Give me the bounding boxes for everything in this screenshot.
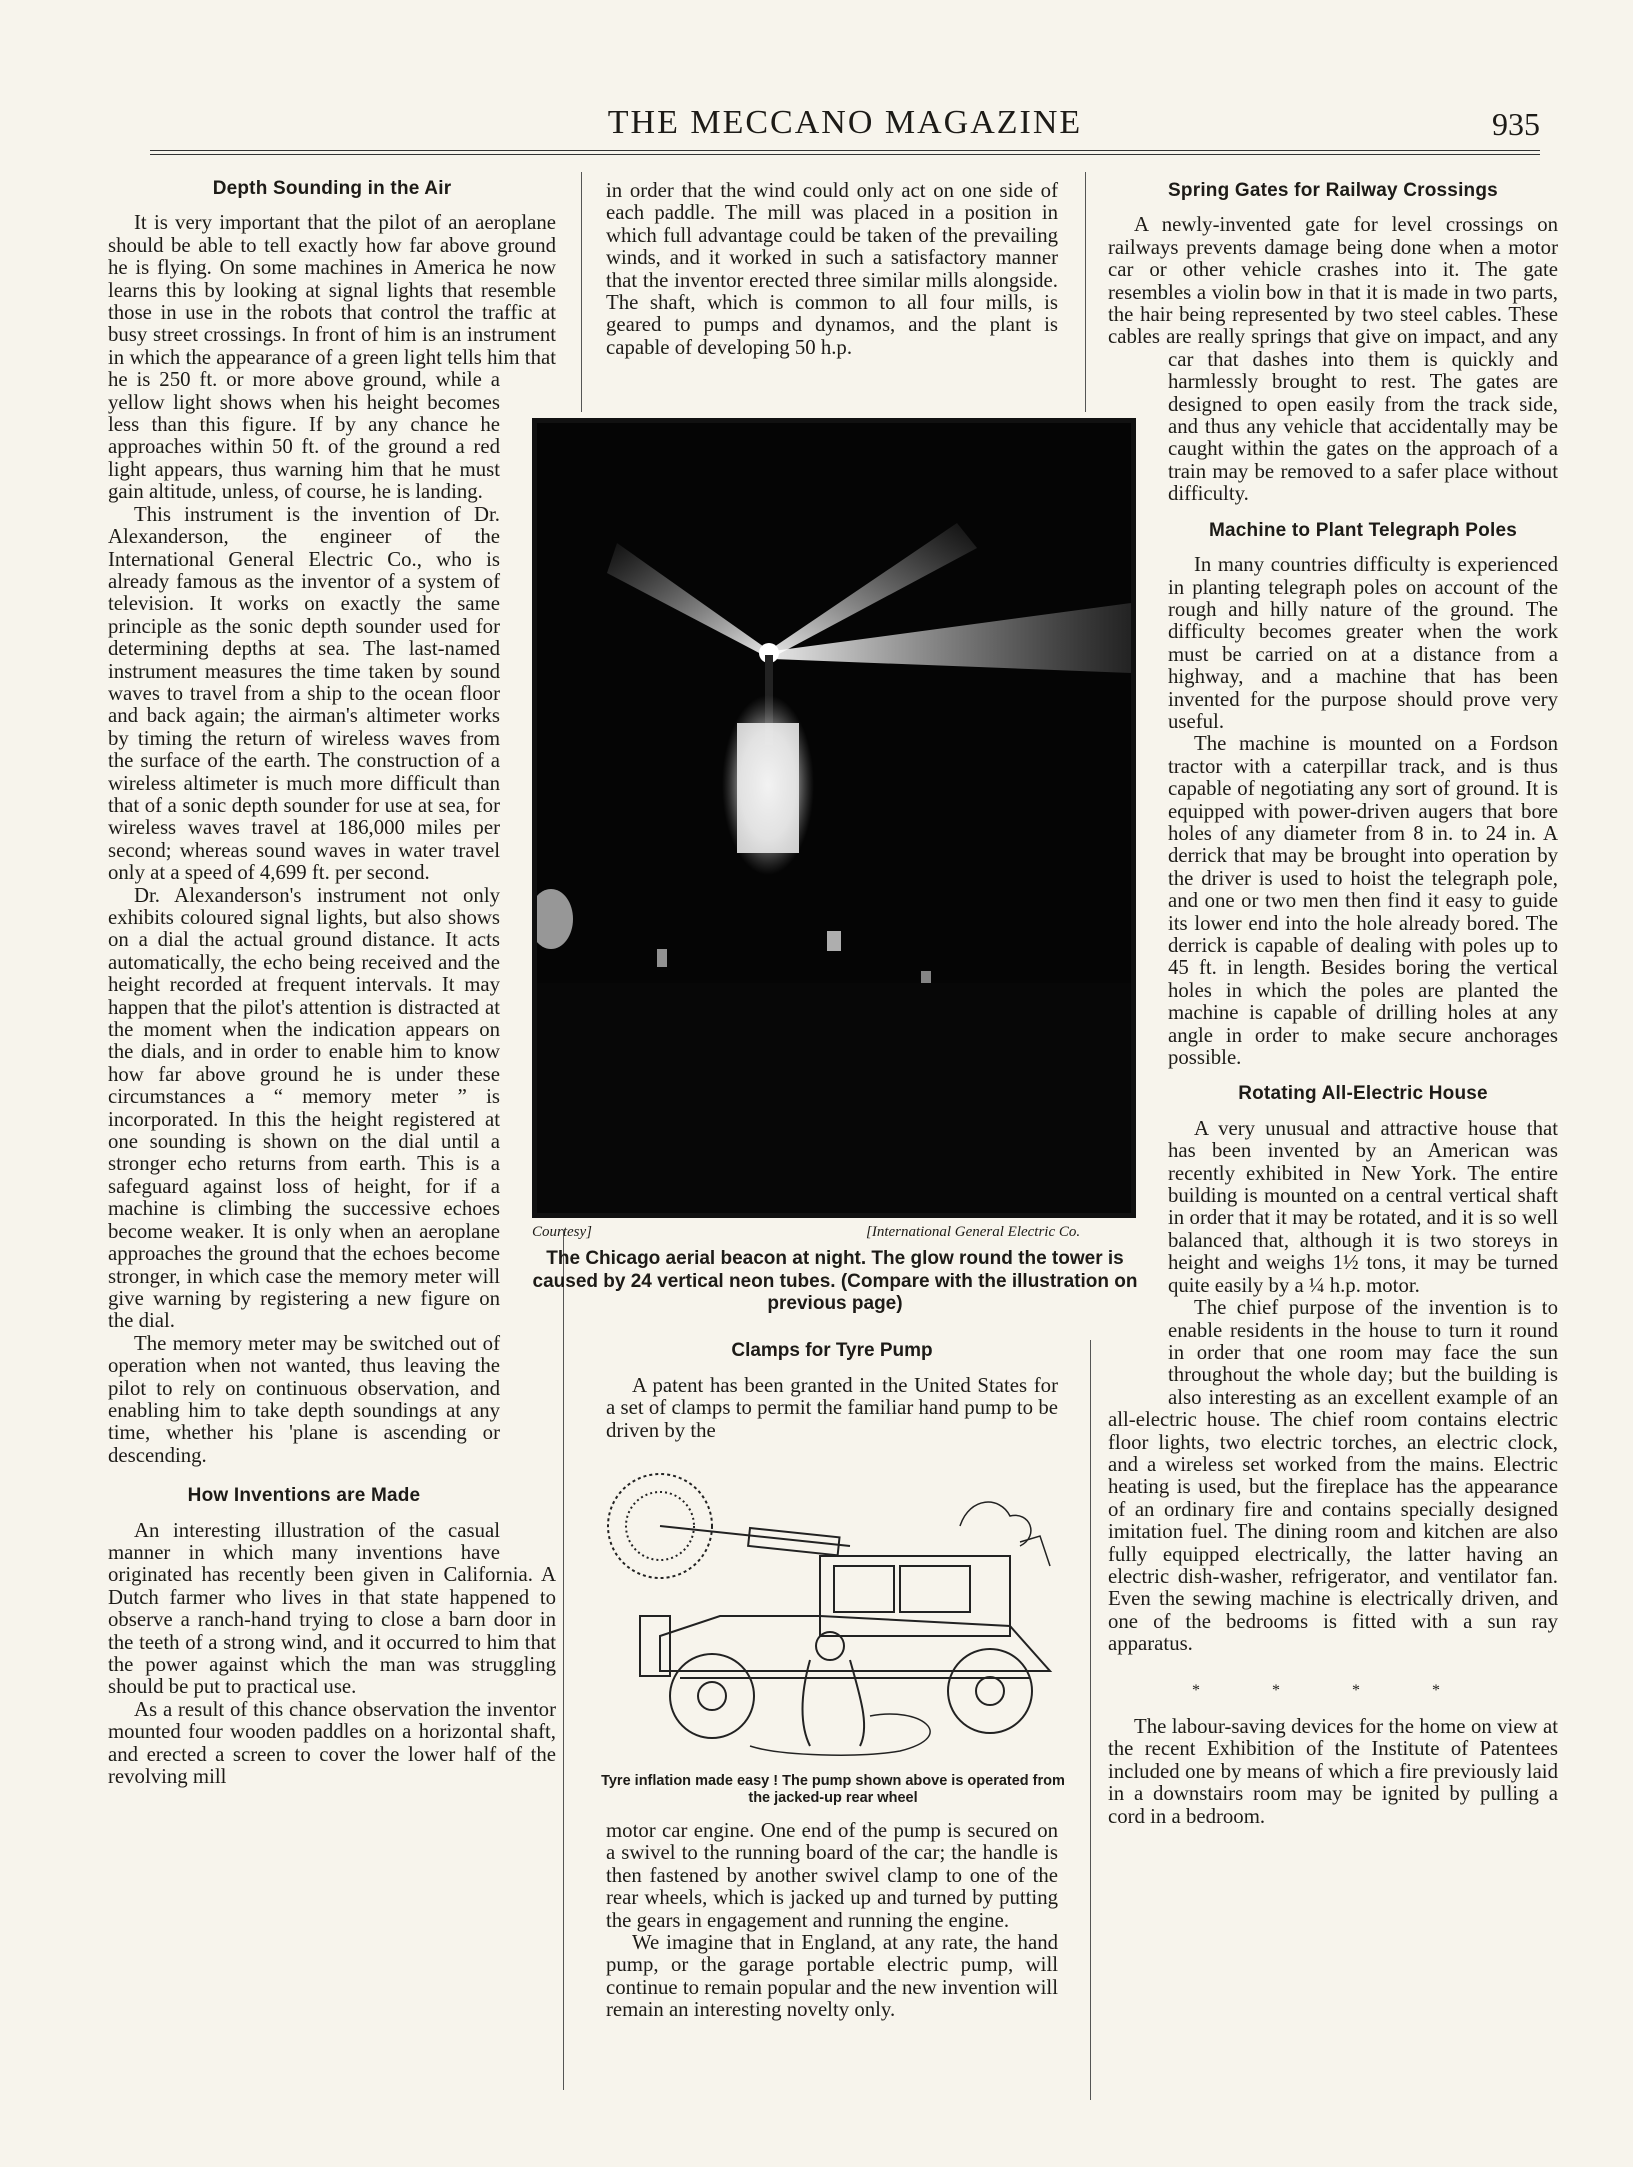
paragraph: It is very important that the pilot of an aeroplane should be able to tell exactly how far above ground he is flying. On some machines in America he now learns this by looking at signal lights that resemble those in use in the robots that control the traffic at busy street crossings. In front of him is an instrument in which the appearance of a green light tells him that he is 250 ft. or more above ground, while a yellow light shows when his height becomes less than this figure. If by any chance he approaches within 50 ft. of the ground a red light appears, thus warning him that he must gain altitude, unless, of course, he is landing. — [108, 211, 556, 504]
car-drawing — [600, 1466, 1066, 1766]
paragraph: We imagine that in England, at any rate, the hand pump, or the garage portable electric pump, will continue to remain popular and the new invention will remain an interesting novelty only. — [606, 1931, 1058, 2022]
column-left — [108, 178, 556, 1788]
paragraph: As a result of this chance observation the inventor mounted four wooden paddles on a horizontal shaft, and erected a screen to cover the lower half of the revolving mill — [108, 1697, 556, 1789]
paragraph: An interesting illustration of the casual manner in which many inventions have originated has recently been given in California. A Dutch farmer who lives in that state happened to observe a ranch-hand trying to close a barn door in the teeth of a strong wind, and it occurred to him that the power against which the man was struggling should be put to practical use. — [108, 1518, 556, 1699]
column-right — [1108, 180, 1558, 1828]
paragraph: This instrument is the invention of Dr. Alexanderson, the engineer of the International General Electric Co., who is already famous as the inventor of a system of television. It works on exactly the same principle as the sonic depth sounder used for determining depths at sea. The last-named instrument measures the time taken by sound waves to travel from a ship to the ocean floor and back again; the airman's altimeter works by timing the return of wireless waves from the surface of the earth. The construction of a wireless altimeter is much more difficult than that of a sonic depth sounder for use at sea, for wireless waves travel at 186,000 miles per second; whereas sound waves in water travel only at a speed of 4,699 ft. per second. — [108, 502, 500, 885]
paragraph: A very unusual and attractive house that has been invented by an American was recently exhibited in New York. The entire building is mounted on a central vertical shaft in order that it may be rotated, and it is so well balanced that, although it is two storeys in height and weighs 1½ tons, it may be turned quite easily by a ¼ h.p. motor. — [1168, 1116, 1558, 1297]
clamps-continued — [606, 1820, 1058, 2022]
paragraph: The labour-saving devices for the home on view at the recent Exhibition of the Institute of Patentees included one by means of which a fire previously laid in a downstairs room may be ignited by pulling a cord in a bedroom. — [1108, 1715, 1558, 1828]
column-rule-left-top — [581, 172, 582, 412]
car-illustration-caption: Tyre inflation made easy ! The pump shown above is operated from the jacked-up rear wheel — [601, 1773, 1065, 1806]
beacon-night-image — [537, 423, 1131, 1213]
photo-credit-right: [International General Electric Co. — [866, 1224, 1081, 1240]
heading-depth-sounding: Depth Sounding in the Air — [212, 178, 452, 199]
paragraph: A newly-invented gate for level crossings on railways prevents damage being done when a motor car or other vehicle crashes into it. The gate resembles a violin bow in that it is made in two parts, the hair being represented by two steel cables. These cables are really springs that give on impact, and any car that dashes into them is quickly and harmlessly brought to rest. The gates are designed to open easily from the track side, and thus any vehicle that accidentally may be caught within the gates on the approach of a train may be removed to a safer place without difficulty. — [1108, 213, 1558, 506]
masthead — [150, 104, 1540, 144]
column-middle-top — [606, 180, 1058, 359]
photo-caption: The Chicago aerial beacon at night. The glow round the tower is caused by 24 vertical neon tubes. (Compare with the illustration on previous page) — [532, 1248, 1138, 1314]
photo-credit-left: Courtesy] — [532, 1224, 592, 1240]
column-rule-left-bottom — [563, 1230, 564, 2090]
heading-spring-gates: Spring Gates for Railway Crossings — [1168, 180, 1498, 201]
masthead-rule-second — [150, 154, 1540, 155]
paragraph: A patent has been granted in the United States for a set of clamps to permit the familiar hand pump to be driven by the — [606, 1374, 1058, 1442]
heading-how-inventions: How Inventions are Made — [187, 1485, 421, 1507]
section-divider-stars: * * * * — [1192, 1681, 1474, 1699]
paragraph: The chief purpose of the invention is to enable residents in the house to turn it round in order that one room may face the sun throughout the whole day; but the building is also interesting as an excellent example of an all-electric house. The chief room contains electric floor lights, two electric torches, an electric clock, and a wireless set worked from the mains. Electric heating is used, but the fireplace has the appearance of an ordinary fire and contains specially designed imitation fuel. The dining room and kitchen are also fully equipped electrically, the latter having an electric dish-washer, refrigerator, and ventilator fan. Even the sewing machine is electrically driven, and one of the bedrooms is fitted with a sun ray apparatus. — [1108, 1296, 1558, 1656]
heading-telegraph-poles: Machine to Plant Telegraph Poles — [1209, 519, 1517, 541]
column-rule-right-top — [1085, 172, 1086, 412]
masthead-rule — [150, 150, 1540, 151]
heading-rotating-house: Rotating All-Electric House — [1238, 1083, 1488, 1105]
paragraph: Dr. Alexanderson's instrument not only exhibits coloured signal lights, but also shows on a dial the actual ground distance. It acts automatically, the echo being received and the height recorded at frequent intervals. It may happen that the pilot's attention is distracted at the moment when the indication appears on the dials, and in order to enable him to know how far above ground he is under these circumstances a “ memory meter ” is incorporated. In this the height registered at one sounding is shown on the dial until a stronger echo returns from earth. This is a safeguard against loss of height, for if a machine is climbing the successive echoes become weaker. It is only when an aeroplane approaches the ground that the echoes become stronger, in which case the memory meter will give warning by registering a new figure on the dial. — [108, 883, 500, 1333]
heading-clamps-tyre-pump: Clamps for Tyre Pump — [731, 1340, 933, 1361]
paragraph: in order that the wind could only act on one side of each paddle. The mill was placed in a position in which full advantage could be taken of the prevailing winds, and it worked in such a satisfactory manner that the inventor erected three similar mills alongside. The shaft, which is common to all four mills, is geared to pumps and dynamos, and the plant is capable of developing 50 h.p. — [606, 179, 1058, 359]
car-pump-illustration — [600, 1466, 1066, 1766]
paragraph: motor car engine. One end of the pump is secured on a swivel to the running board of the car; the handle is then fastened by another swivel clamp to one of the rear wheels, which is jacked up and turned by putting the gears in engagement and running the engine. — [606, 1819, 1058, 1932]
column-rule-right-bottom — [1090, 1340, 1091, 2100]
paragraph: In many countries difficulty is experienced in planting telegraph poles on account of the rough and hilly nature of the ground. The difficulty becomes greater when the work must be carried on at a distance from a highway, and a machine that has been invented for the purpose should prove very useful. — [1168, 553, 1558, 733]
clamps-intro — [606, 1375, 1058, 1442]
paragraph: The memory meter may be switched out of operation when not wanted, thus leaving the pilot to rely on continuous observation, and enabling him to take depth soundings at any time, whether his 'plane is ascending or descending. — [108, 1331, 500, 1467]
magazine-title: THE MECCANO MAGAZINE — [607, 104, 1083, 141]
beacon-photo — [532, 418, 1136, 1218]
page-number: 935 — [1492, 106, 1540, 142]
paragraph: The machine is mounted on a Fordson tractor with a caterpillar track, and is thus capable of negotiating any sort of ground. It is equipped with power-driven augers that bore holes of any diameter from 8 in. to 24 in. A derrick that may be brought into operation by the driver is used to hoist the telegraph pole, and one or two men then find it easy to guide its lower end into the hole already bored. The derrick is capable of dealing with poles up to 45 ft. in length. Besides boring the vertical holes in which the poles are planted the machine is capable of drilling holes at any angle in order to make secure anchorages possible. — [1168, 732, 1558, 1070]
